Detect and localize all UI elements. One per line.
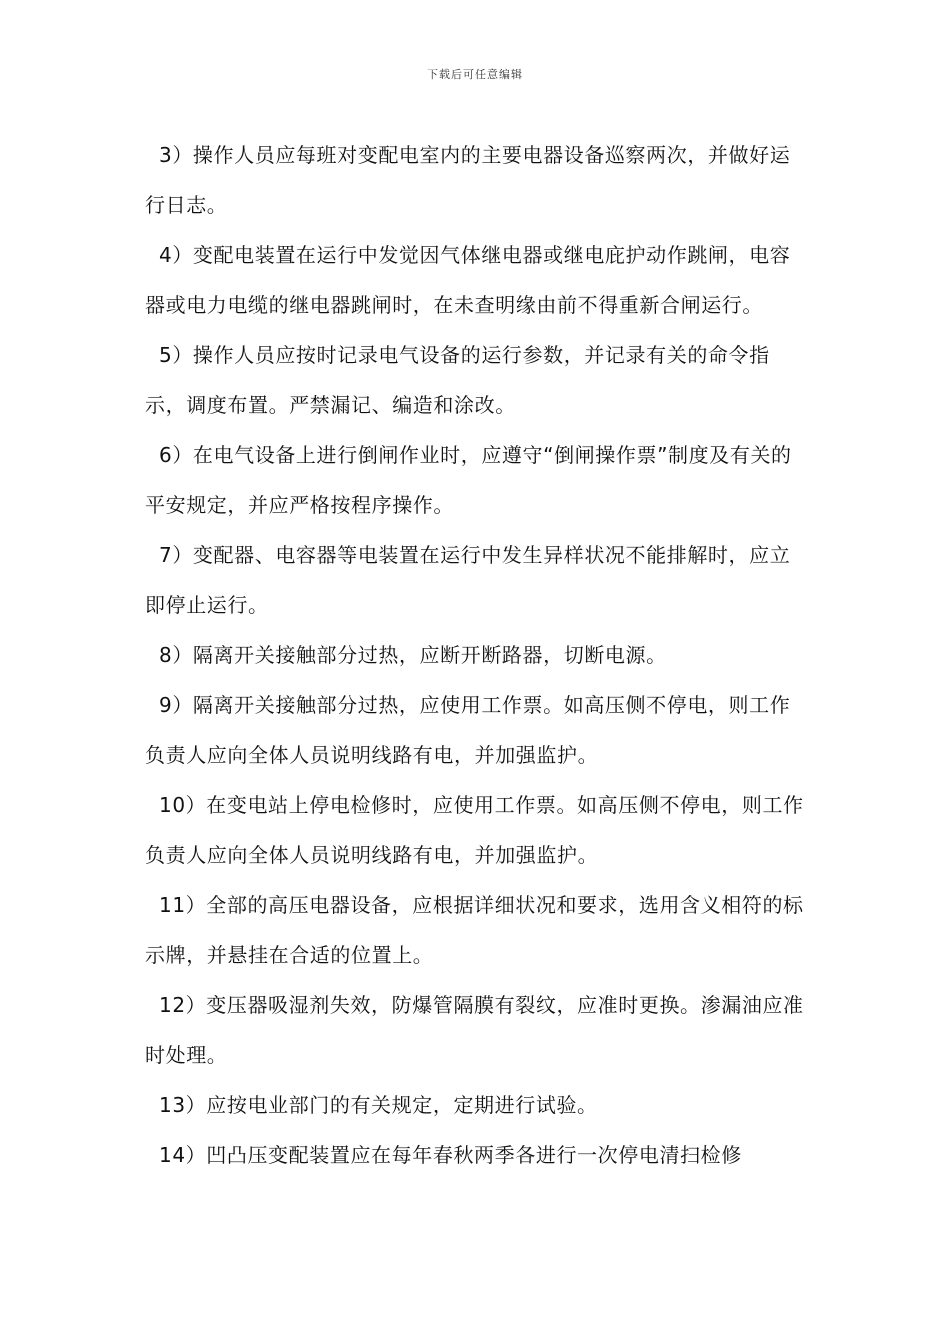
page-header: 下载后可任意编辑 <box>427 68 523 81</box>
paragraph-7: 7）变配器、电容器等电装置在运行中发生异样状况不能排解时，应立即停止运行。 <box>145 543 791 617</box>
paragraph-4: 4）变配电装置在运行中发觉因气体继电器或继电庇护动作跳闸，电容器或电力电缆的继电器跳闸时，在未查明缘由前不得重新合闸运行。 <box>145 243 791 317</box>
paragraph-3: 3）操作人员应每班对变配电室内的主要电器设备巡察两次，并做好运行日志。 <box>145 143 791 217</box>
paragraph-6: 6）在电气设备上进行倒闸作业时，应遵守“倒闸操作票”制度及有关的平安规定，并应严格按程序操作。 <box>145 443 792 517</box>
paragraph-9: 9）隔离开关接触部分过热，应使用工作票。如高压侧不停电，则工作负责人应向全体人员说明线路有电，并加强监护。 <box>145 693 791 767</box>
paragraph-14: 14）凹凸压变配装置应在每年春秋两季各进行一次停电清扫检修 <box>159 1143 742 1167</box>
paragraph-10: 10）在变电站上停电检修时，应使用工作票。如高压侧不停电，则工作负责人应向全体人员说明线路有电，并加强监护。 <box>145 793 804 867</box>
paragraph-11: 11）全部的高压电器设备，应根据详细状况和要求，选用含义相符的标示牌，并悬挂在合适的位置上。 <box>145 893 804 967</box>
paragraph-8: 8）隔离开关接触部分过热，应断开断路器，切断电源。 <box>159 643 667 667</box>
document-body <box>145 130 810 1180</box>
paragraph-12: 12）变压器吸湿剂失效，防爆管隔膜有裂纹，应准时更换。渗漏油应准时处理。 <box>145 993 804 1067</box>
paragraph-13: 13）应按电业部门的有关规定，定期进行试验。 <box>159 1093 598 1117</box>
paragraph-5: 5）操作人员应按时记录电气设备的运行参数，并记录有关的命令指示，调度布置。严禁漏记、编造和涂改。 <box>145 343 770 417</box>
